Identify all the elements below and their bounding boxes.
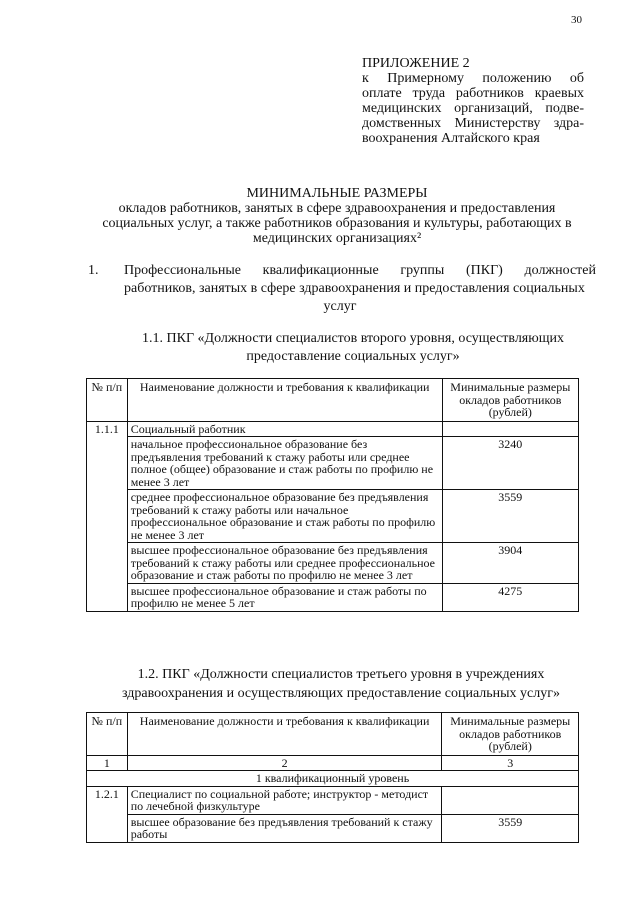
appendix-line-5: воохранения Алтайского края — [362, 131, 540, 146]
table-row — [87, 543, 579, 584]
appendix-block — [362, 56, 584, 146]
table-pkg-1-2 — [86, 712, 579, 843]
header-position: Наименование должности и требования к квалификации — [127, 379, 442, 422]
salary-cell: 3559 — [442, 490, 578, 543]
requirement-cell: высшее профессиональное образование и стаж работы по профилю не менее 5 лет — [127, 583, 442, 611]
table-row — [87, 814, 579, 842]
appendix-title: ПРИЛОЖЕНИЕ 2 — [362, 56, 470, 71]
subsection-1-1-title: 1.1. ПКГ «Должности специалистов второго уровня, осуществляющих предоставление социальных услуг» — [142, 331, 564, 364]
col-number-2: 2 — [127, 755, 442, 771]
header-num: № п/п — [87, 379, 128, 422]
section-1-number: 1. — [88, 263, 99, 278]
appendix-line-3: медицинских организаций, подве- — [362, 101, 584, 116]
table-pkg-1-1 — [86, 378, 579, 612]
section-1-tail: услуг — [323, 299, 357, 314]
requirement-cell: среднее профессиональное образование без предъявления требований к стажу работы или начальное профессиональное образование и стаж работы по профилю не менее 3 лет — [127, 490, 442, 543]
table-group-row — [87, 786, 579, 814]
salary-cell: 3240 — [442, 437, 578, 490]
header-position: Наименование должности и требования к квалификации — [127, 713, 442, 756]
table-row — [87, 583, 579, 611]
column-number-row — [87, 755, 579, 771]
qualification-level-row — [87, 771, 579, 787]
heading-title: МИНИМАЛЬНЫЕ РАЗМЕРЫ — [246, 186, 428, 201]
group-name: Социальный работник — [127, 421, 442, 437]
page-number: 30 — [571, 14, 582, 26]
group-number: 1.2.1 — [87, 786, 128, 842]
table-row — [87, 490, 579, 543]
col-number-1: 1 — [87, 755, 128, 771]
table-group-row — [87, 421, 579, 437]
table-header-row — [87, 379, 579, 422]
appendix-line-1: к Примерному положению об — [362, 71, 584, 86]
group-salary-empty — [442, 421, 578, 437]
salary-cell: 3559 — [442, 814, 579, 842]
header-num: № п/п — [87, 713, 128, 756]
subsection-1-2-title: 1.2. ПКГ «Должности специалистов третьего уровня в учреждениях здравоохранения и осуществляющих предоставление социальных услуг» — [121, 667, 561, 701]
col-number-3: 3 — [442, 755, 579, 771]
table-row — [87, 437, 579, 490]
appendix-line-4: домственных Министерству здра- — [362, 116, 584, 131]
section-1-text: Профессиональные квалификационные группы (ПКГ) должностей работников, занятых в сфере здравоохранения и предоставления социальных — [124, 263, 596, 296]
group-number: 1.1.1 — [87, 421, 128, 611]
requirement-cell: высшее профессиональное образование без предъявления требований к стажу работы или среднее профессиональное образование и стаж работы по профилю не менее 3 лет — [127, 543, 442, 584]
header-salary: Минимальные размеры окладов работников (рублей) — [442, 379, 578, 422]
salary-cell: 4275 — [442, 583, 578, 611]
appendix-line-2: оплате труда работников краевых — [362, 86, 584, 101]
requirement-cell: высшее образование без предъявления требований к стажу работы — [127, 814, 442, 842]
header-salary: Минимальные размеры окладов работников (рублей) — [442, 713, 579, 756]
heading-subtitle: окладов работников, занятых в сфере здравоохранения и предоставления социальных услуг, а также работников образования и культуры, работающих в медицинских организациях² — [102, 201, 572, 246]
table-header-row — [87, 713, 579, 756]
requirement-cell: начальное профессиональное образование без предъявления требований к стажу работы или среднее полное (общее) образование и стаж работы по профилю не менее 3 лет — [127, 437, 442, 490]
group-name: Специалист по социальной работе; инструктор - методист по лечебной физкультуре — [127, 786, 442, 814]
salary-cell: 3904 — [442, 543, 578, 584]
group-salary-empty — [442, 786, 579, 814]
document-heading — [82, 186, 592, 246]
qualification-level: 1 квалификационный уровень — [87, 771, 579, 787]
section-1 — [84, 262, 596, 316]
